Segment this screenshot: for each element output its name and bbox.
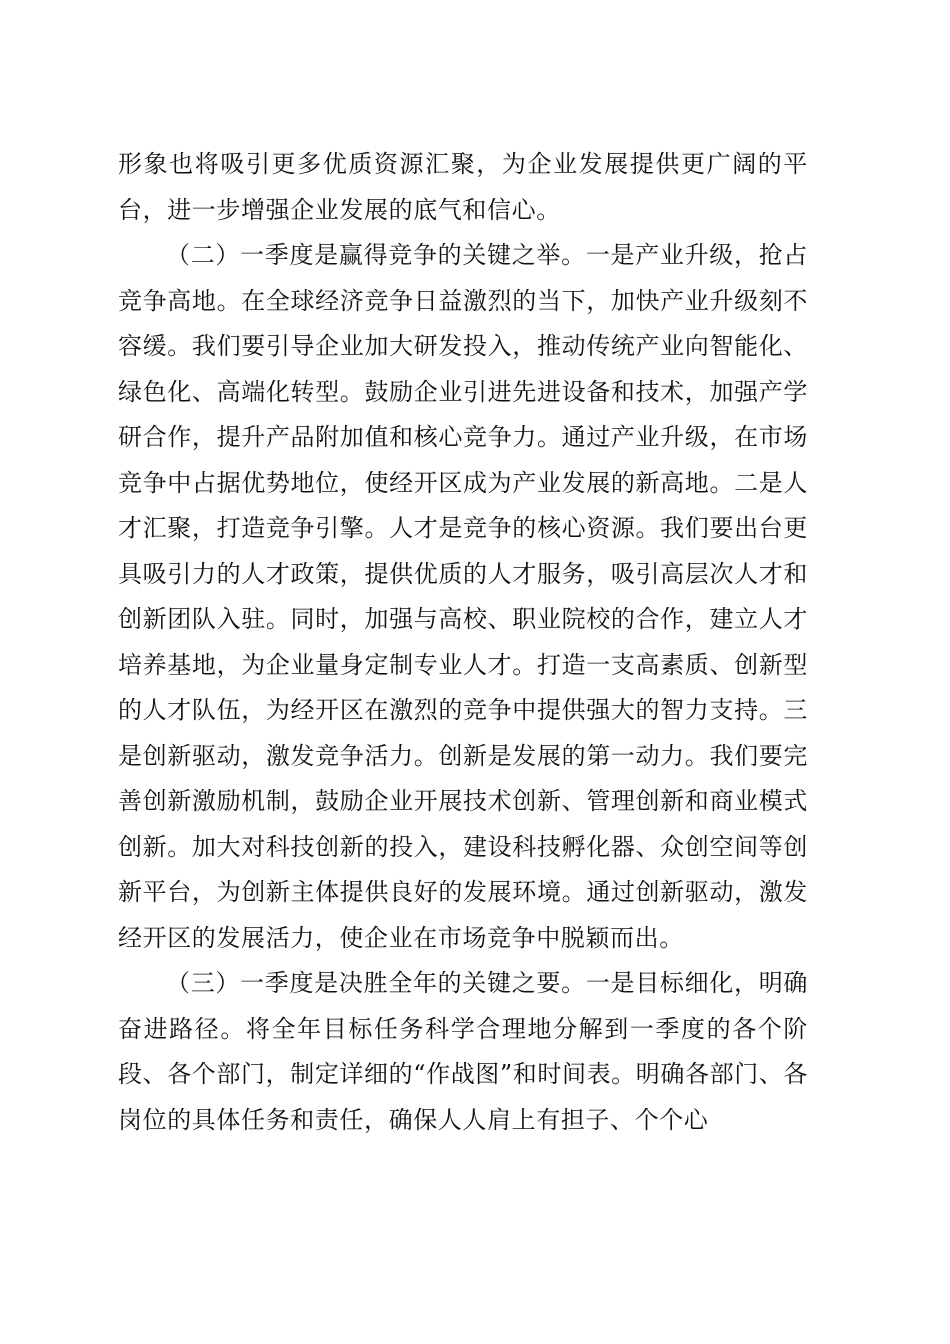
paragraph-section-2 [118, 233, 808, 961]
paragraph-text: 一是产业升级，抢占竞争高地。在全球经济竞争日益激烈的当下，加快产业升级刻不容缓。我们要引导企业加大研发投入，推动传统产业向智能化、绿色化、高端化转型。鼓励企业引进先进设备和技术，加强产学研合作，提升产品附加值和核心竞争力。通过产业升级，在市场竞争中占据优势地位，使经开区成为产业发展的新高地。二是人才汇聚，打造竞争引擎。人才是竞争的核心资源。我们要出台更具吸引力的人才政策，提供优质的人才服务，吸引高层次人才和创新团队入驻。同时，加强与高校、职业院校的合作，建立人才培养基地，为企业量身定制专业人才。打造一支高素质、创新型的人才队伍，为经开区在激烈的竞争中提供强大的智力支持。三是创新驱动，激发竞争活力。创新是发展的第一动力。我们要完善创新激励机制，鼓励企业开展技术创新、管理创新和商业模式创新。加大对科技创新的投入，建设科技孵化器、众创空间等创新平台，为创新主体提供良好的发展环境。通过创新驱动，激发经开区的发展活力，使企业在市场竞争中脱颖而出。 [118, 241, 808, 952]
paragraph-text: 形象也将吸引更多优质资源汇聚，为企业发展提供更广阔的平台，进一步增强企业发展的底气和信心。 [118, 150, 808, 224]
document-page [118, 142, 808, 1143]
paragraph-text: 一是目标细化，明确奋进路径。将全年目标任务科学合理地分解到一季度的各个阶段、各个部门，制定详细的“作战图”和时间表。明确各部门、各岗位的具体任务和责任，确保人人肩上有担子、个个心 [118, 969, 808, 1134]
paragraph-section-3 [118, 961, 808, 1143]
section-heading: （二）一季度是赢得竞争的关键之举。 [166, 241, 586, 269]
paragraph-continuation [118, 142, 808, 233]
section-heading: （三）一季度是决胜全年的关键之要。 [166, 969, 586, 997]
